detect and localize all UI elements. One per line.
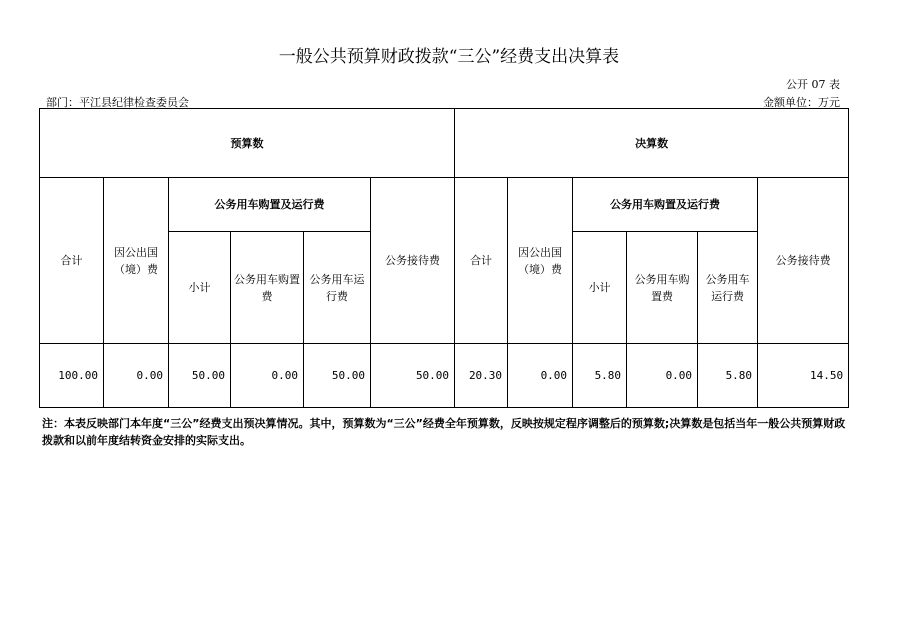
header-row-1	[40, 109, 849, 178]
final-vehicle-header: 公务用车购置及运行费	[573, 178, 758, 232]
budget-purchase-header: 公务用车购置费	[231, 232, 304, 344]
budget-purchase-value: 0.00	[231, 344, 304, 408]
final-abroad-value: 0.00	[508, 344, 573, 408]
header-row-2	[40, 178, 849, 232]
final-total-header: 合计	[455, 178, 508, 344]
budget-operation-value: 50.00	[304, 344, 371, 408]
budget-total-value: 100.00	[40, 344, 104, 408]
department-label: 部门：平江县纪律检查委员会	[46, 96, 189, 109]
budget-header: 预算数	[40, 109, 455, 178]
final-subtotal-header: 小计	[573, 232, 627, 344]
table-row	[40, 344, 849, 408]
final-operation-header: 公务用车运行费	[698, 232, 758, 344]
budget-total-header: 合计	[40, 178, 104, 344]
footnote: 注：本表反映部门本年度“三公”经费支出预决算情况。其中，预算数为“三公”经费全年预算数，反映按规定程序调整后的预算数;决算数是包括当年一般公共预算财政拨款和以前年度结转资金安排的实际支出。	[42, 417, 846, 447]
final-abroad-header: 因公出国（境）费	[508, 178, 573, 344]
final-subtotal-value: 5.80	[573, 344, 627, 408]
budget-abroad-header: 因公出国（境）费	[104, 178, 169, 344]
budget-subtotal-header: 小计	[169, 232, 231, 344]
budget-vehicle-header: 公务用车购置及运行费	[169, 178, 371, 232]
budget-reception-header: 公务接待费	[371, 178, 455, 344]
budget-subtotal-value: 50.00	[169, 344, 231, 408]
final-total-value: 20.30	[455, 344, 508, 408]
form-number: 公开 07 表	[786, 78, 840, 91]
final-header: 决算数	[455, 109, 849, 178]
budget-abroad-value: 0.00	[104, 344, 169, 408]
amount-unit-label: 金额单位：万元	[763, 96, 840, 109]
budget-operation-header: 公务用车运行费	[304, 232, 371, 344]
final-purchase-header: 公务用车购置费	[627, 232, 698, 344]
final-reception-value: 14.50	[758, 344, 849, 408]
budget-reception-value: 50.00	[371, 344, 455, 408]
page-title: 一般公共预算财政拨款“三公”经费支出决算表	[278, 47, 620, 67]
expense-table	[39, 108, 849, 408]
final-purchase-value: 0.00	[627, 344, 698, 408]
final-reception-header: 公务接待费	[758, 178, 849, 344]
final-operation-value: 5.80	[698, 344, 758, 408]
